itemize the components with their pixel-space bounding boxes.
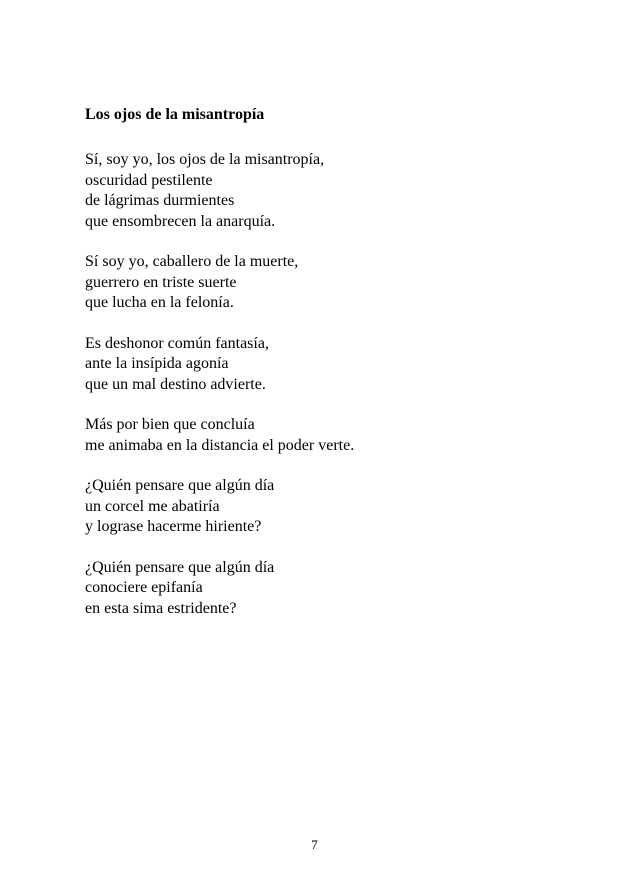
poem-line: Más por bien que concluía <box>85 416 255 433</box>
poem-line: me animaba en la distancia el poder verte. <box>85 436 355 454</box>
poem-line: y lograse hacerme hiriente? <box>85 518 262 535</box>
poem-line: un corcel me abatiría <box>85 497 220 515</box>
stanza <box>85 334 354 396</box>
poem-line: guerrero en triste suerte <box>85 273 237 291</box>
poem-line: en esta sima estridente? <box>85 599 237 617</box>
poem-line: ante la insípida agonía <box>85 355 229 372</box>
poem-line: conociere epifanía <box>85 579 203 596</box>
stanza <box>85 252 354 314</box>
poem-line: oscuridad pestilente <box>85 171 213 189</box>
poem-line: de lágrimas durmientes <box>85 192 235 209</box>
poem-line: Es deshonor común fantasía, <box>85 334 269 352</box>
stanza <box>85 415 354 456</box>
poem-line: Sí, soy yo, los ojos de la misantropía, <box>85 151 325 168</box>
poem-line: ¿Quién pensare que algún día <box>85 477 275 494</box>
page-number: 7 <box>311 837 318 852</box>
poem-body <box>85 150 354 639</box>
poem-line: que lucha en la felonía. <box>85 294 234 311</box>
poem-line: que ensombrecen la anarquía. <box>85 212 276 230</box>
poem-line: que un mal destino advierte. <box>85 375 266 393</box>
stanza <box>85 150 354 232</box>
stanza <box>85 558 354 620</box>
poem-line: ¿Quién pensare que algún día <box>85 558 275 576</box>
poem-title: Los ojos de la misantropía <box>85 106 265 123</box>
stanza <box>85 476 354 538</box>
poem-line: Sí soy yo, caballero de la muerte, <box>85 253 299 270</box>
